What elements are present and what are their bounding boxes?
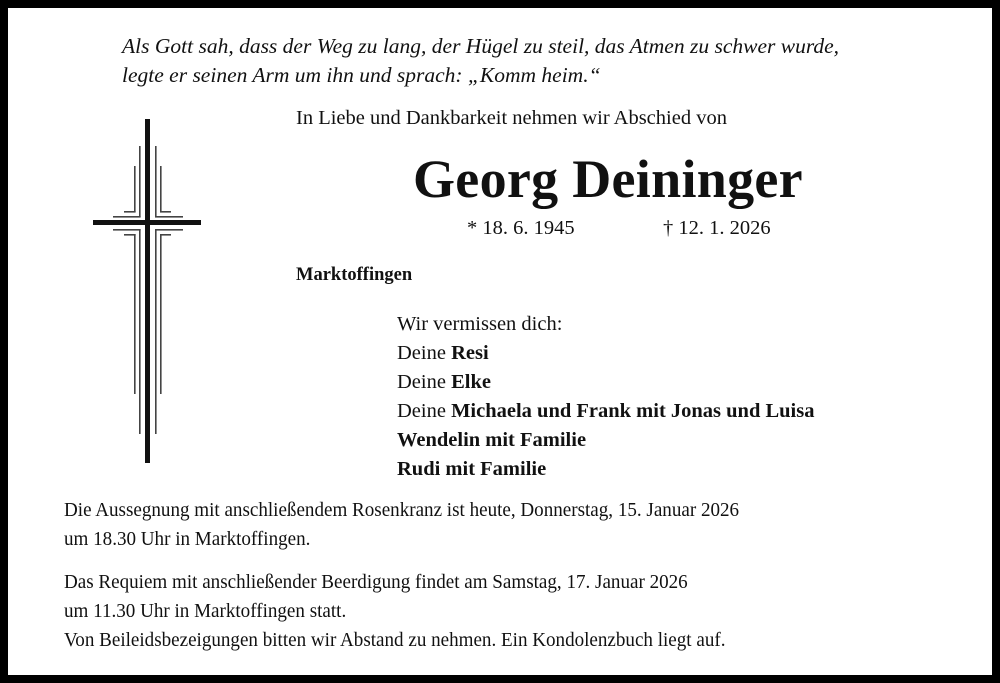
mourner-prefix: Deine	[397, 371, 452, 393]
requiem-line-1: Das Requiem mit anschließender Beerdigung findet am Samstag, 17. Januar 2026	[64, 571, 688, 593]
mourner-row	[397, 426, 814, 455]
deceased-name: Georg Deininger	[413, 149, 803, 209]
blessing-line-2: um 18.30 Uhr in Marktoffingen.	[64, 528, 311, 550]
requiem-line-2: um 11.30 Uhr in Marktoffingen statt.	[64, 600, 347, 622]
mourners-heading: Wir vermissen dich:	[397, 313, 563, 335]
condolence-note: Von Beileidsbezeigungen bitten wir Abstand zu nehmen. Ein Kondolenzbuch liegt auf.	[64, 629, 726, 651]
quote	[122, 32, 839, 90]
blessing-line-1: Die Aussegnung mit anschließendem Rosenkranz ist heute, Donnerstag, 15. Januar 2026	[64, 499, 740, 521]
intro-text: In Liebe und Dankbarkeit nehmen wir Abschied von	[296, 107, 727, 129]
mourner-row	[397, 339, 814, 368]
mourner-names: Wendelin mit Familie	[397, 429, 587, 451]
mourners-list	[397, 310, 814, 484]
quote-line-2: legte er seinen Arm um ihn und sprach: „Komm heim.“	[122, 63, 601, 87]
mourner-row	[397, 397, 814, 426]
mourner-prefix: Deine	[397, 342, 452, 364]
cross-icon	[8, 8, 208, 478]
mourner-names: Elke	[451, 371, 491, 393]
birth-date: * 18. 6. 1945	[467, 217, 575, 239]
mourner-names: Rudi mit Familie	[397, 458, 547, 480]
mourner-names: Resi	[451, 342, 489, 364]
blessing-notice	[64, 496, 739, 554]
mourner-names: Michaela und Frank mit Jonas und Luisa	[451, 400, 815, 422]
obituary-card	[8, 8, 992, 675]
quote-line-1: Als Gott sah, dass der Weg zu lang, der Hügel zu steil, das Atmen zu schwer wurde,	[122, 34, 840, 58]
mourner-row	[397, 368, 814, 397]
mourner-row	[397, 455, 814, 484]
mourner-prefix: Deine	[397, 400, 452, 422]
hometown: Marktoffingen	[296, 265, 413, 285]
death-date: † 12. 1. 2026	[663, 217, 771, 239]
requiem-notice	[64, 568, 725, 655]
